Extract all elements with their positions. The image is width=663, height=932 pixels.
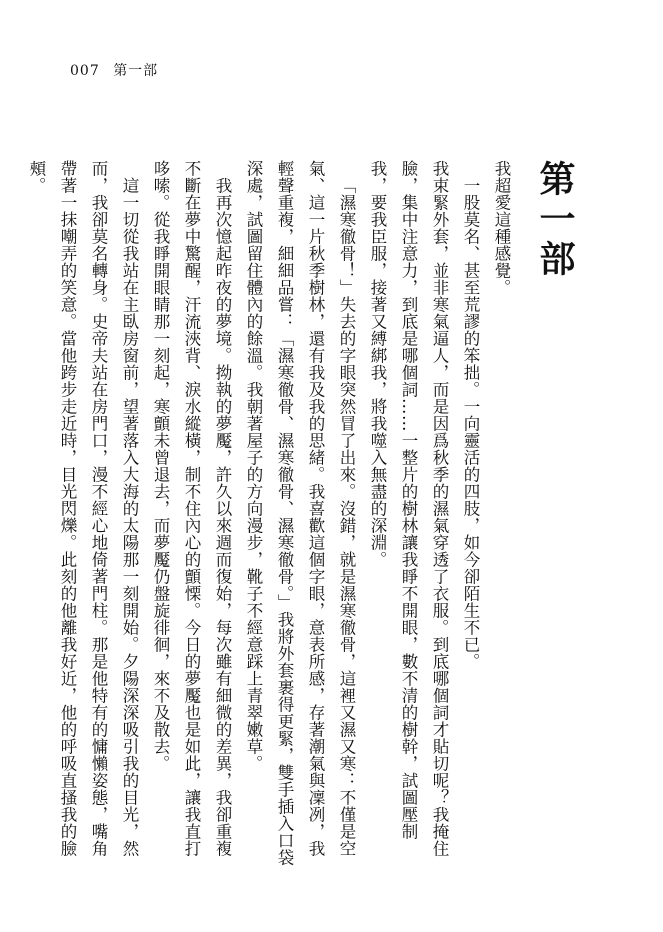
- vertical-text-block: [27, 160, 583, 870]
- running-section-title: 第一部: [113, 63, 159, 79]
- paragraph: 這一切從我站在主臥房窗前，望著落入大海的太陽那一刻開始。夕陽深深吸引我的目光，然而，我卻莫名轉身。史帝夫站在房門口，漫不經心地倚著門柱。那是他特有的慵懶姿態，嘴角帶著一抹嘲弄的笑意。當他跨步走近時，目光閃爍。此刻的他離我好近，他的呼吸直搔我的臉頰。: [27, 160, 139, 857]
- paragraph: 一股莫名、甚至荒謬的笨拙。一向靈活的四肢，如今卻陌生不已。: [461, 176, 480, 670]
- chapter-title: 第一部: [534, 160, 576, 280]
- paragraph: 我束緊外套，並非寒氣逼人，而是因爲秋季的濕氣穿透了衣服。到底哪個詞才貼切呢？我掩住臉，集中注意力，到底是哪個詞……一整片的樹林讓我睜不開眼，數不清的樹幹，試圖壓制我，要我臣服，接著又縛綁我，將我噬入無盡的深淵。: [368, 160, 449, 857]
- paragraph: 我超愛這種感覺。: [492, 160, 511, 296]
- running-header: [70, 60, 158, 80]
- paragraph: 我再次憶起昨夜的夢境。拗執的夢魘，許久以來週而復始，每次雖有細微的差異，我卻重複不斷在夢中驚醒，汗流浹背、淚水縱橫，制不住內心的顫慄。今日的夢魘也是如此，讓我直打哆嗦。從我睜開眼睛那一刻起，寒顫未曾退去，而夢魘仍盤旋徘徊，來不及散去。: [151, 160, 232, 857]
- paragraph: 「濕寒徹骨！」失去的字眼突然冒了出來。沒錯，就是濕寒徹骨，這裡又濕又寒：不僅是空氣、這一片秋季樹林，還有我及我的思緒。我喜歡這個字眼，意表所感，存著潮氣與凜冽，我輕聲重複，細細品嘗：「濕寒徹骨、濕寒徹骨、濕寒徹骨。」我將外套裹得更緊，雙手插入口袋深處，試圖留住體內的餘溫。我朝著屋子的方向漫步，靴子不經意踩上青翠嫩草。: [244, 160, 356, 866]
- page-number: 007: [70, 63, 100, 79]
